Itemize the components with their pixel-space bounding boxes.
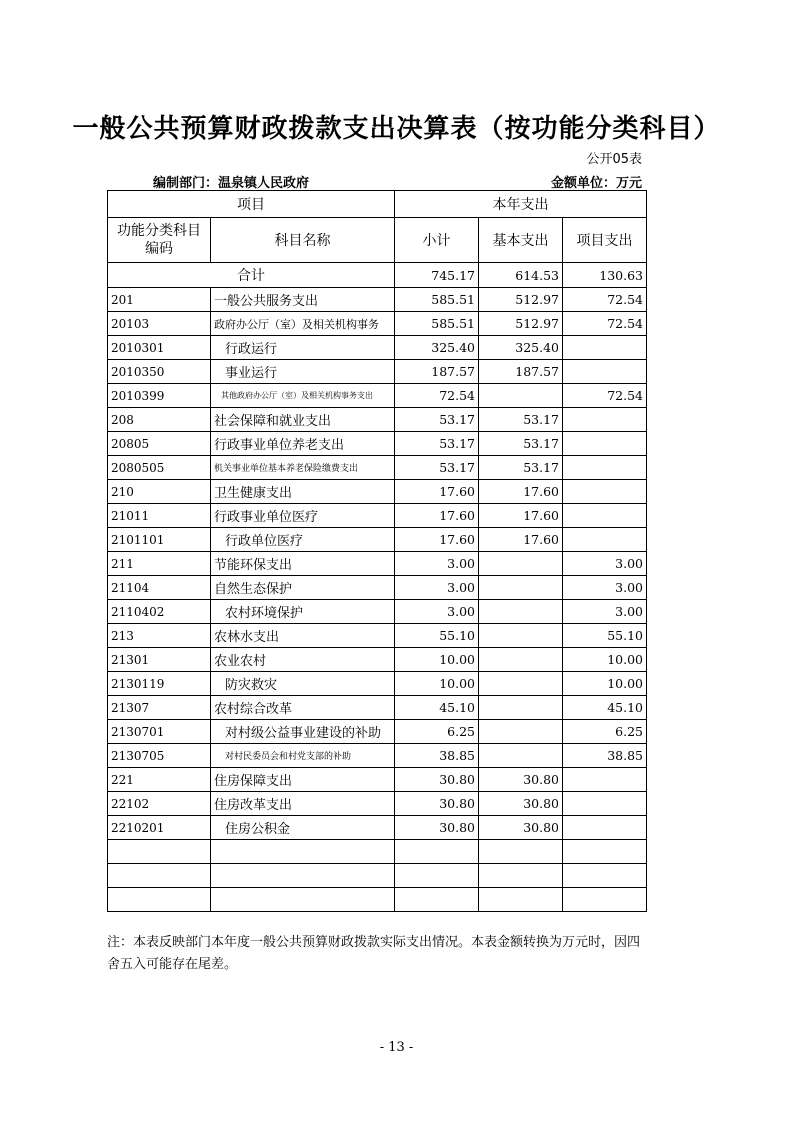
row-project: 3.00 [563,600,647,624]
row-basic: 17.60 [479,504,563,528]
row-project [563,480,647,504]
row-name: 机关事业单位基本养老保险缴费支出 [211,456,395,480]
row-subtotal: 38.85 [395,744,479,768]
row-basic [479,696,563,720]
row-subtotal [395,888,479,912]
row-name: 政府办公厅（室）及相关机构事务 [211,312,395,336]
table-row [108,792,647,816]
header-code: 功能分类科目编码 [108,218,211,263]
row-code: 21307 [108,696,211,720]
row-subtotal: 53.17 [395,456,479,480]
row-name: 行政事业单位医疗 [211,504,395,528]
total-label: 合计 [108,263,395,288]
row-code: 2010399 [108,384,211,408]
table-row [108,528,647,552]
row-project: 10.00 [563,648,647,672]
row-name: 对村级公益事业建设的补助 [211,720,395,744]
header-project-expense: 项目支出 [563,218,647,263]
row-project: 45.10 [563,696,647,720]
row-project: 3.00 [563,552,647,576]
table-row [108,864,647,888]
row-subtotal: 325.40 [395,336,479,360]
row-code: 2080505 [108,456,211,480]
row-name: 节能环保支出 [211,552,395,576]
total-basic: 614.53 [479,263,563,288]
row-project [563,336,647,360]
row-name: 农林水支出 [211,624,395,648]
row-code: 2130119 [108,672,211,696]
header-basic: 基本支出 [479,218,563,263]
row-basic [479,744,563,768]
row-subtotal: 45.10 [395,696,479,720]
row-subtotal: 187.57 [395,360,479,384]
row-basic: 30.80 [479,768,563,792]
row-subtotal: 30.80 [395,816,479,840]
total-subtotal: 745.17 [395,263,479,288]
row-subtotal: 53.17 [395,408,479,432]
row-project [563,432,647,456]
row-basic [479,600,563,624]
row-project [563,528,647,552]
table-row [108,648,647,672]
table-row [108,312,647,336]
row-code: 221 [108,768,211,792]
row-basic: 53.17 [479,456,563,480]
table-row [108,480,647,504]
row-project [563,456,647,480]
table-row [108,744,647,768]
table-row [108,552,647,576]
row-subtotal: 17.60 [395,504,479,528]
row-subtotal: 585.51 [395,312,479,336]
header-current-year: 本年支出 [395,191,647,218]
row-project: 55.10 [563,624,647,648]
row-name: 一般公共服务支出 [211,288,395,312]
row-project [563,408,647,432]
row-basic [479,720,563,744]
table-row [108,288,647,312]
row-code: 2130705 [108,744,211,768]
row-code: 2101101 [108,528,211,552]
row-basic: 53.17 [479,408,563,432]
unit-label: 金额单位：万元 [550,176,642,191]
row-project [563,888,647,912]
total-project: 130.63 [563,263,647,288]
row-name: 住房保障支出 [211,768,395,792]
row-name: 行政单位医疗 [211,528,395,552]
row-project: 72.54 [563,384,647,408]
row-basic: 512.97 [479,288,563,312]
table-row [108,720,647,744]
row-name [211,840,395,864]
table-row [108,816,647,840]
row-subtotal: 10.00 [395,672,479,696]
row-code [108,840,211,864]
row-code: 22102 [108,792,211,816]
row-subtotal: 3.00 [395,600,479,624]
row-project [563,840,647,864]
row-code: 208 [108,408,211,432]
row-code: 213 [108,624,211,648]
row-code: 2010350 [108,360,211,384]
row-project: 72.54 [563,312,647,336]
row-basic [479,672,563,696]
row-name: 农村环境保护 [211,600,395,624]
row-project: 3.00 [563,576,647,600]
row-basic: 53.17 [479,432,563,456]
row-project [563,768,647,792]
row-code: 210 [108,480,211,504]
row-basic [479,384,563,408]
row-name: 农业农村 [211,648,395,672]
row-project: 10.00 [563,672,647,696]
table-row [108,768,647,792]
row-name: 住房公积金 [211,816,395,840]
row-subtotal: 585.51 [395,288,479,312]
table-row [108,624,647,648]
row-name: 其他政府办公厅（室）及相关机构事务支出 [211,384,395,408]
row-code: 21011 [108,504,211,528]
row-basic: 30.80 [479,792,563,816]
row-subtotal: 10.00 [395,648,479,672]
row-subtotal: 3.00 [395,576,479,600]
row-name: 社会保障和就业支出 [211,408,395,432]
row-basic [479,576,563,600]
row-basic [479,888,563,912]
row-basic [479,648,563,672]
row-code: 20103 [108,312,211,336]
row-basic: 17.60 [479,480,563,504]
row-code: 2110402 [108,600,211,624]
table-row [108,888,647,912]
table-row [108,384,647,408]
form-number: 公开05表 [586,152,642,167]
row-basic [479,624,563,648]
row-project [563,864,647,888]
row-name: 农村综合改革 [211,696,395,720]
row-subtotal: 30.80 [395,768,479,792]
table-row [108,504,647,528]
row-name: 对村民委员会和村党支部的补助 [211,744,395,768]
row-name [211,864,395,888]
table-row [108,456,647,480]
row-basic: 187.57 [479,360,563,384]
row-basic: 512.97 [479,312,563,336]
row-project: 6.25 [563,720,647,744]
header-subtotal: 小计 [395,218,479,263]
row-code: 211 [108,552,211,576]
row-name: 防灾救灾 [211,672,395,696]
department-label: 编制部门：温泉镇人民政府 [153,176,310,191]
table-row [108,840,647,864]
page-title: 一般公共预算财政拨款支出决算表（按功能分类科目） [72,114,721,144]
row-code: 2010301 [108,336,211,360]
table-row [108,336,647,360]
row-basic: 30.80 [479,816,563,840]
row-basic [479,864,563,888]
row-project [563,360,647,384]
row-project [563,816,647,840]
row-basic: 325.40 [479,336,563,360]
row-code: 21104 [108,576,211,600]
row-subtotal [395,864,479,888]
row-name: 事业运行 [211,360,395,384]
row-subtotal: 30.80 [395,792,479,816]
row-basic [479,552,563,576]
row-subtotal: 17.60 [395,528,479,552]
row-code: 2130701 [108,720,211,744]
header-project: 项目 [108,191,395,218]
expenditure-table [107,190,647,912]
table-row [108,600,647,624]
row-name: 行政事业单位养老支出 [211,432,395,456]
table-row [108,432,647,456]
page-number: - 13 - [379,1040,414,1055]
row-name: 住房改革支出 [211,792,395,816]
table-row [108,672,647,696]
row-subtotal: 72.54 [395,384,479,408]
row-subtotal: 53.17 [395,432,479,456]
table-row [108,696,647,720]
row-project [563,504,647,528]
row-subtotal: 17.60 [395,480,479,504]
row-code: 21301 [108,648,211,672]
row-name [211,888,395,912]
row-name: 自然生态保护 [211,576,395,600]
row-subtotal [395,840,479,864]
row-name: 卫生健康支出 [211,480,395,504]
table-row [108,408,647,432]
row-code [108,888,211,912]
footnote: 注：本表反映部门本年度一般公共预算财政拨款实际支出情况。本表金额转换为万元时，因四舍五入可能存在尾差。 [107,935,641,972]
table-row [108,576,647,600]
row-project [563,792,647,816]
row-code [108,864,211,888]
table-row [108,360,647,384]
row-code: 20805 [108,432,211,456]
row-name: 行政运行 [211,336,395,360]
row-project: 72.54 [563,288,647,312]
row-basic: 17.60 [479,528,563,552]
row-subtotal: 6.25 [395,720,479,744]
row-subtotal: 3.00 [395,552,479,576]
header-name: 科目名称 [211,218,395,263]
row-code: 201 [108,288,211,312]
row-project: 38.85 [563,744,647,768]
row-basic [479,840,563,864]
row-code: 2210201 [108,816,211,840]
row-subtotal: 55.10 [395,624,479,648]
